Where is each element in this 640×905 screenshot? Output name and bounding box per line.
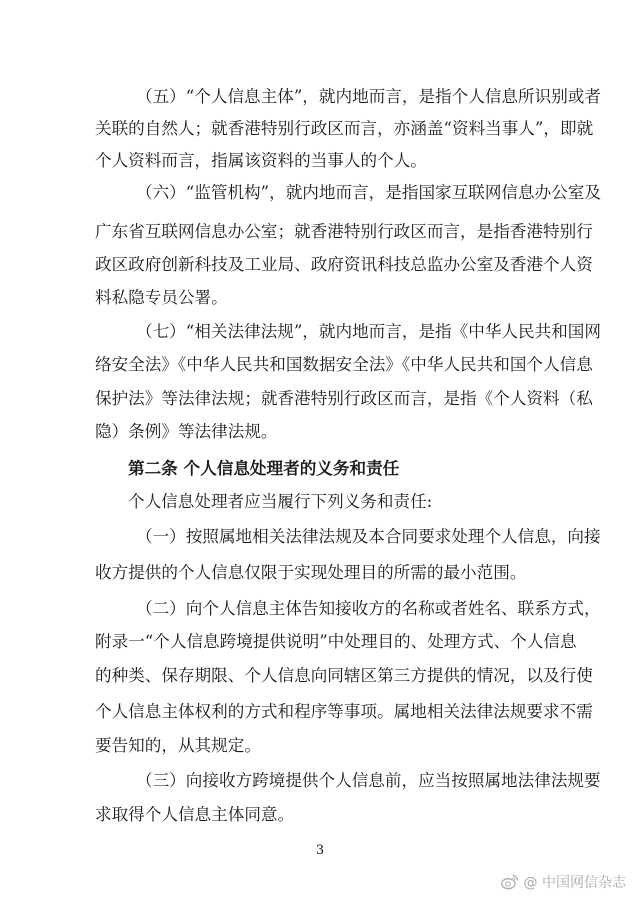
paragraph-line: （五）“个人信息主体”，就内地而言，是指个人信息所识别或者 <box>136 87 601 106</box>
page-number: 3 <box>315 843 325 858</box>
paragraph-line: 关联的自然人；就香港特别行政区而言，亦涵盖“资料当事人”，即就 <box>95 119 594 138</box>
paragraph-line: 个人信息处理者应当履行下列义务和责任: <box>128 492 433 511</box>
paragraph-line: 要告知的，从其规定。 <box>95 736 261 755</box>
paragraph-line: 保护法》等法律法规；就香港特别行政区而言，是指《个人资料（私 <box>95 389 593 408</box>
paragraph-line: 个人资料而言，指属该资料的当事人的个人。 <box>95 151 427 170</box>
paragraph-line: 络安全法》《中华人民共和国数据安全法》《中华人民共和国个人信息 <box>95 355 593 374</box>
paragraph-line: 个人信息主体权利的方式和程序等事项。属地相关法律法规要求不需 <box>95 702 593 721</box>
weibo-icon <box>500 872 520 892</box>
article-heading: 第二条 个人信息处理者的义务和责任 <box>128 458 400 478</box>
paragraph-line: 料私隐专员公署。 <box>95 288 228 307</box>
watermark <box>500 870 626 894</box>
paragraph-line: （一）按照属地相关法律法规及本合同要求处理个人信息，向接 <box>136 527 601 546</box>
paragraph-line: 隐）条例》等法律法规。 <box>95 422 278 441</box>
watermark-text: @ 中国网信杂志 <box>523 875 626 891</box>
paragraph-line: 求取得个人信息主体同意。 <box>95 805 295 824</box>
paragraph-line: 的种类、保存期限、个人信息向同辖区第三方提供的情况，以及行使 <box>95 666 593 685</box>
paragraph-line: （三）向接收方跨境提供个人信息前，应当按照属地法律法规要 <box>136 771 601 790</box>
paragraph-line: 收方提供的个人信息仅限于实现处理目的所需的最小范围。 <box>95 563 527 582</box>
paragraph-line: （二）向个人信息主体告知接收方的名称或者姓名、联系方式， <box>136 599 601 618</box>
paragraph-line: 政区政府创新科技及工业局、政府资讯科技总监办公室及香港个人资 <box>95 255 593 274</box>
paragraph-line: （六）“监管机构”，就内地而言，是指国家互联网信息办公室及 <box>136 183 601 202</box>
paragraph-line: （七）“相关法律法规”，就内地而言，是指《中华人民共和国网 <box>136 322 601 341</box>
paragraph-line: 广东省互联网信息办公室；就香港特别行政区而言，是指香港特别行 <box>95 222 593 241</box>
paragraph-line: 附录一“个人信息跨境提供说明”中处理目的、处理方式、个人信息 <box>95 632 577 651</box>
